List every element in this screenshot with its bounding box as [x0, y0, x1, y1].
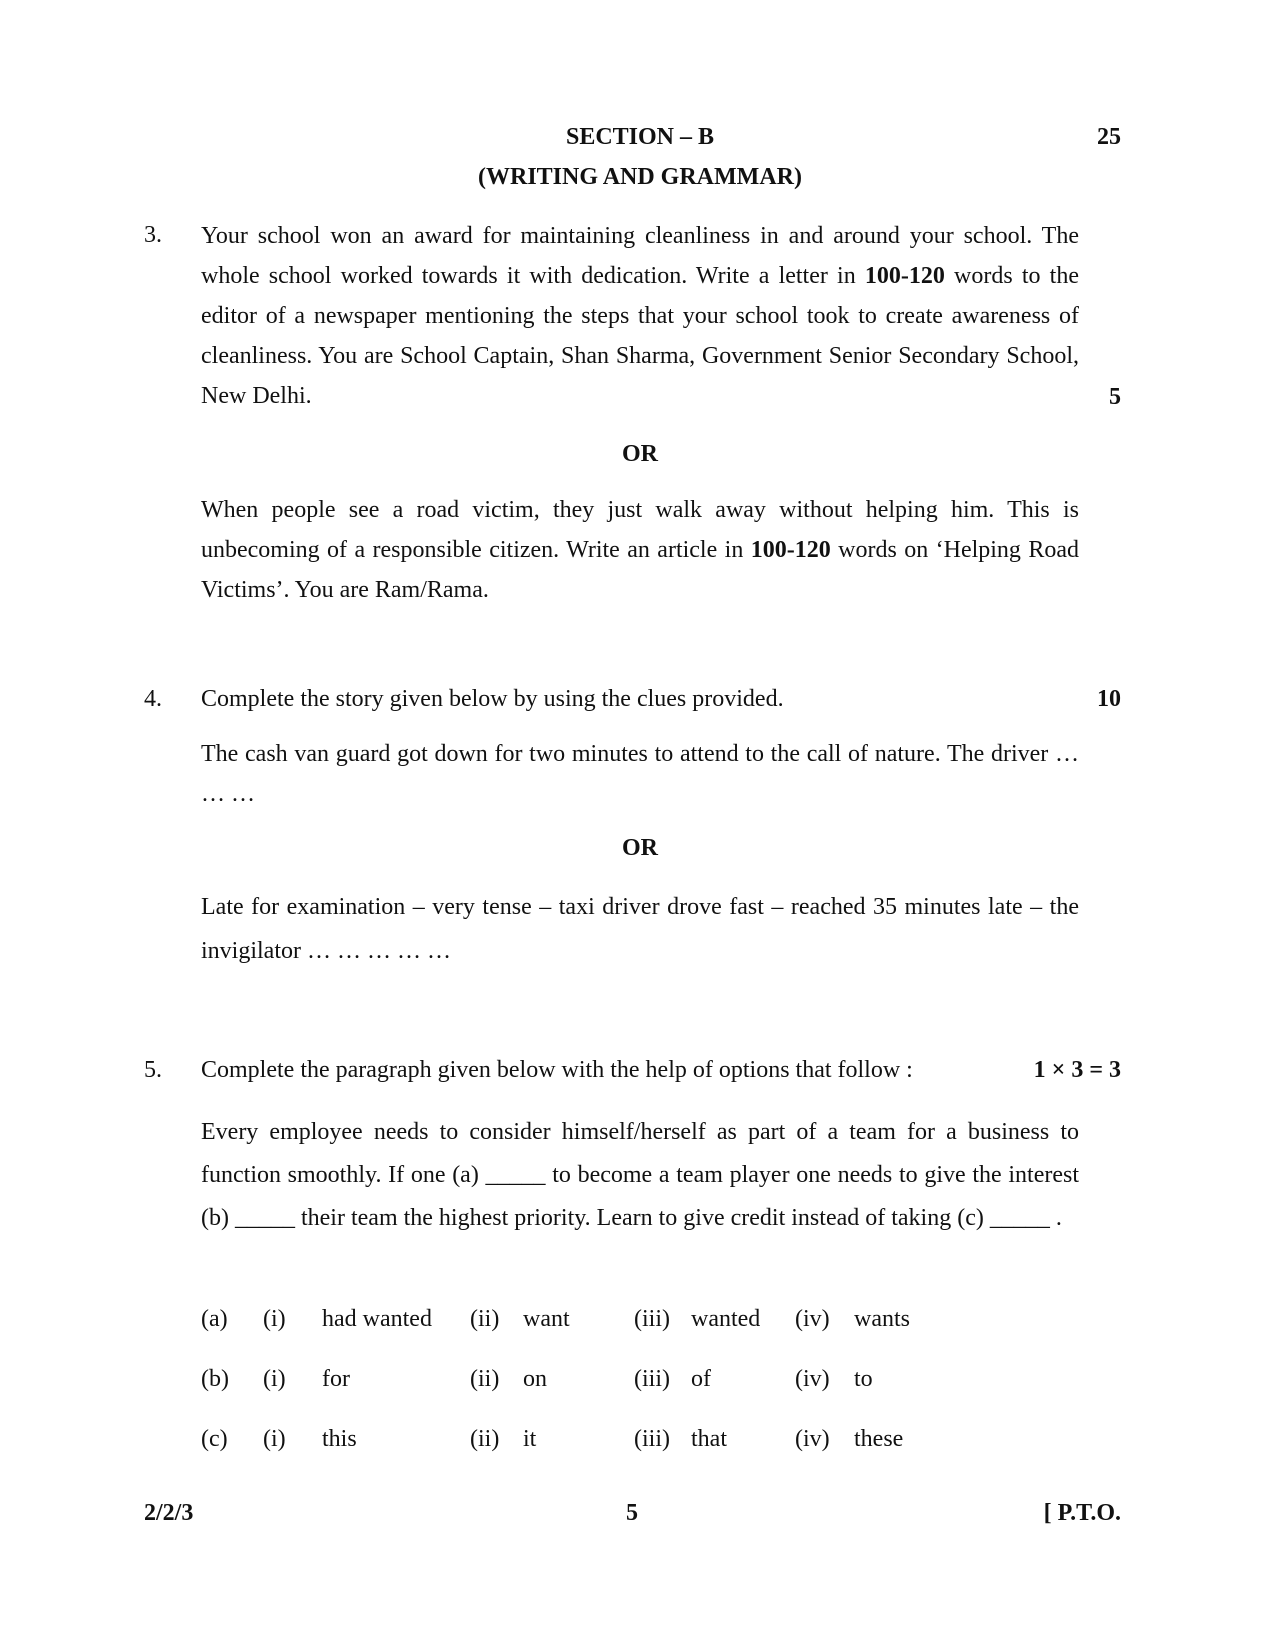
option-text: of: [691, 1366, 711, 1392]
section-subtitle: (WRITING AND GRAMMAR): [478, 164, 802, 190]
text: words on ‘Helping Road Victims’. You are Ram/Rama.: [201, 537, 1079, 603]
question-3-alt-text: [201, 490, 1079, 610]
or-label: OR: [622, 835, 658, 861]
word-limit: 100-120: [864, 263, 945, 289]
text: Your school won an award for maintaining cleanliness in and around your school. The whole school worked towards it with dedication. Write a letter in: [201, 223, 1079, 289]
option-text: this: [322, 1426, 357, 1452]
word-limit: 100-120: [750, 537, 831, 563]
option-text: had wanted: [322, 1306, 432, 1332]
option-numeral: (i): [263, 1306, 286, 1332]
option-numeral: (i): [263, 1366, 286, 1392]
option-text: that: [691, 1426, 727, 1452]
question-5-paragraph: Every employee needs to consider himself/herself as part of a team for a business to function smoothly. If one (a) _____ to become a team player one needs to give the interest (b) _____ their team the highest priority. Learn to give credit instead of taking (c) _____ .: [201, 1119, 1079, 1231]
section-title: SECTION – B: [565, 124, 715, 150]
option-text: for: [322, 1366, 350, 1392]
option-text: wanted: [691, 1306, 761, 1332]
option-text: these: [854, 1426, 904, 1452]
pto-label: [ P.T.O.: [1043, 1500, 1121, 1526]
question-number: 5.: [144, 1057, 162, 1083]
option-numeral: (iv): [795, 1306, 830, 1332]
option-numeral: (ii): [470, 1426, 500, 1452]
question-3-text: [201, 216, 1079, 416]
question-4-prompt: Complete the story given below by using the clues provided.: [201, 686, 784, 712]
option-text: want: [523, 1306, 570, 1332]
question-marks: 10: [1097, 686, 1121, 712]
option-numeral: (ii): [470, 1306, 500, 1332]
question-5-prompt: Complete the paragraph given below with the help of options that follow :: [201, 1057, 913, 1083]
option-numeral: (iii): [634, 1426, 670, 1452]
option-text: to: [854, 1366, 873, 1392]
question-number: 4.: [144, 686, 162, 712]
text: words to the editor of a newspaper mentioning the steps that your school took to create awareness of cleanliness. You are School Captain, Shan Sharma, Government Senior Secondary School, New Delhi.: [201, 263, 1079, 409]
option-numeral: (i): [263, 1426, 286, 1452]
option-text: on: [523, 1366, 547, 1392]
page-number: 5: [626, 1500, 638, 1526]
or-label: OR: [622, 441, 658, 467]
option-numeral: (iii): [634, 1306, 670, 1332]
question-marks: 5: [1109, 384, 1121, 410]
option-text: it: [523, 1426, 537, 1452]
question-number: 3.: [144, 222, 162, 248]
paper-code: 2/2/3: [144, 1500, 194, 1526]
question-4-story: The cash van guard got down for two minutes to attend to the call of nature. The driver … … …: [201, 741, 1079, 807]
question-4-alt: Late for examination – very tense – taxi driver drove fast – reached 35 minutes late – the invigilator … … … … …: [201, 894, 1079, 964]
option-numeral: (iv): [795, 1366, 830, 1392]
option-label: (b): [201, 1366, 229, 1392]
option-label: (a): [201, 1306, 228, 1332]
option-text: wants: [854, 1306, 910, 1332]
option-numeral: (ii): [470, 1366, 500, 1392]
section-marks: 25: [1097, 124, 1121, 150]
text: When people see a road victim, they just walk away without helping him. This is unbecoming of a responsible citizen. Write an article in: [201, 497, 1079, 563]
question-marks: 1 × 3 = 3: [1033, 1057, 1121, 1083]
option-numeral: (iv): [795, 1426, 830, 1452]
option-label: (c): [201, 1426, 228, 1452]
option-numeral: (iii): [634, 1366, 670, 1392]
